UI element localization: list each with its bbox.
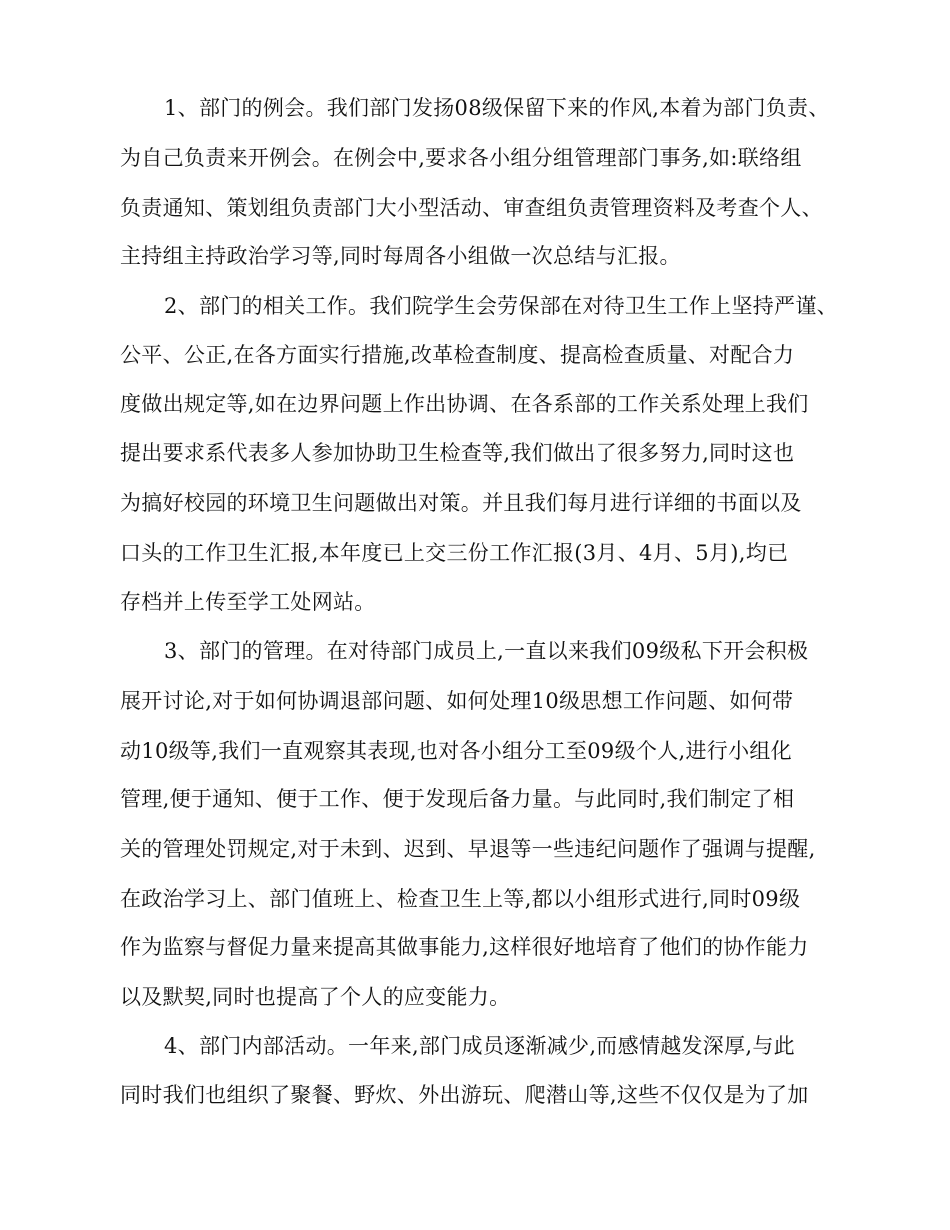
text-line: 动10级等,我们一直观察其表现,也对各小组分工至09级个人,进行小组化 xyxy=(120,739,792,763)
text-line: 提出要求系代表多人参加协助卫生检查等,我们做出了很多努力,同时这也 xyxy=(120,441,795,465)
text-line: 1、部门的例会。我们部门发扬08级保留下来的作风,本着为部门负责、 xyxy=(164,96,830,120)
text-line: 关的管理处罚规定,对于未到、迟到、早退等一些违纪问题作了强调与提醒, xyxy=(120,837,816,861)
text-line: 为自己负责来开例会。在例会中,要求各小组分组管理部门事务,如:联络组 xyxy=(120,146,802,170)
text-line: 口头的工作卫生汇报,本年度已上交三份工作汇报(3月、4月、5月),均已 xyxy=(120,541,789,565)
text-line: 2、部门的相关工作。我们院学生会劳保部在对待卫生工作上坚持严谨、 xyxy=(164,294,838,318)
text-line: 存档并上传至学工处网站。 xyxy=(120,590,376,614)
text-line: 同时我们也组织了聚餐、野炊、外出游玩、爬潜山等,这些不仅仅是为了加 xyxy=(120,1083,809,1107)
text-line: 4、部门内部活动。一年来,部门成员逐渐减少,而感情越发深厚,与此 xyxy=(164,1034,795,1058)
text-line: 为搞好校园的环境卫生问题做出对策。并且我们每月进行详细的书面以及 xyxy=(120,491,802,515)
text-line: 作为监察与督促力量来提高其做事能力,这样很好地培育了他们的协作能力 xyxy=(120,935,809,959)
text-line: 在政治学习上、部门值班上、检查卫生上等,都以小组形式进行,同时09级 xyxy=(120,887,801,911)
text-line: 负责通知、策划组负责部门大小型活动、审查组负责管理资料及考查个人、 xyxy=(120,196,823,220)
text-line: 3、部门的管理。在对待部门成员上,一直以来我们09级私下开会积极 xyxy=(164,639,809,663)
text-line: 展开讨论,对于如何协调退部问题、如何处理10级思想工作问题、如何带 xyxy=(120,689,794,713)
text-line: 主持组主持政治学习等,同时每周各小组做一次总结与汇报。 xyxy=(120,244,681,268)
text-line: 管理,便于通知、便于工作、便于发现后备力量。与此同时,我们制定了相 xyxy=(120,787,795,811)
text-line: 公平、公正,在各方面实行措施,改革检查制度、提高检查质量、对配合力 xyxy=(120,343,795,367)
text-line: 以及默契,同时也提高了个人的应变能力。 xyxy=(120,985,511,1009)
text-line: 度做出规定等,如在边界问题上作出协调、在各系部的工作关系处理上我们 xyxy=(120,392,809,416)
